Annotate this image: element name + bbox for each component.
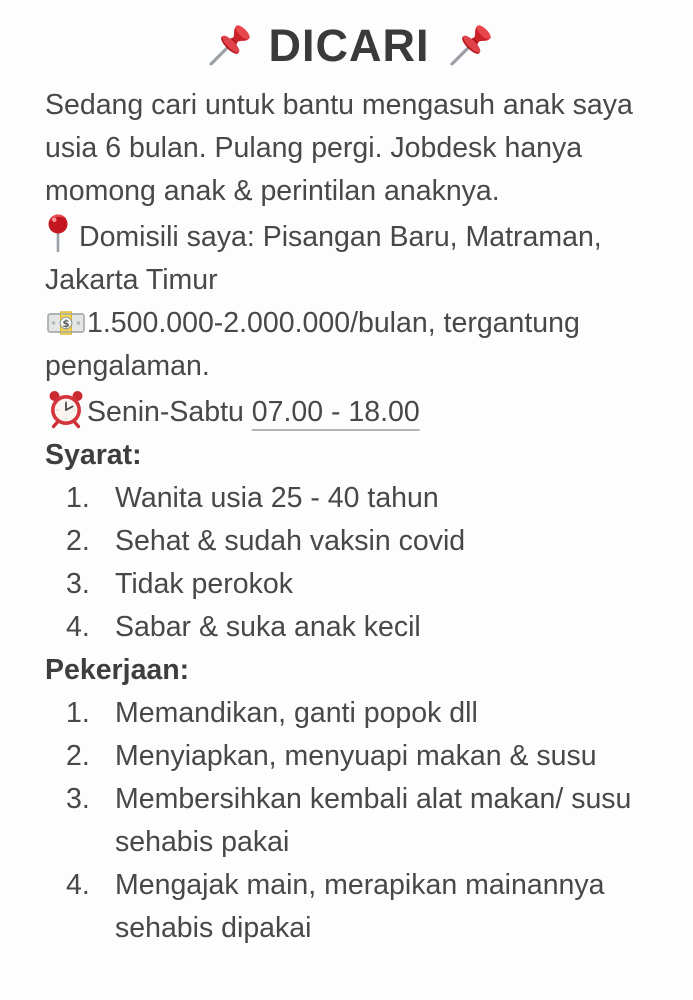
requirement-item: Wanita usia 25 - 40 tahun: [115, 482, 439, 514]
requirement-item: Tidak perokok: [115, 568, 293, 600]
job-item: Memandikan, ganti popok dll: [115, 697, 478, 729]
schedule-line: [45, 388, 653, 434]
title-text: DICARI: [268, 20, 430, 71]
salary-text: 1.500.000-2.000.000/bulan, tergantung pengalaman.: [45, 307, 580, 382]
requirement-item: Sehat & sudah vaksin covid: [115, 525, 466, 557]
schedule-days: Senin-Sabtu: [87, 396, 252, 428]
salary-line: [45, 302, 653, 388]
requirements-list: [45, 477, 653, 649]
job-item: Membersihkan kembali alat makan/ susu sehabis pakai: [115, 783, 632, 858]
schedule-hours: 07.00 - 18.00: [251, 396, 420, 428]
svg-text:$: $: [62, 317, 70, 330]
requirements-heading: Syarat:: [45, 439, 142, 471]
job-item: Mengajak main, merapikan mainannya sehabis dipakai: [115, 869, 605, 944]
page-title: [45, 18, 653, 74]
domicile-line: [45, 213, 653, 302]
jobs-list: [45, 692, 653, 950]
jobs-heading: Pekerjaan:: [45, 654, 190, 686]
domicile-text: Domisili saya: Pisangan Baru, Matraman, Jakarta Timur: [45, 221, 602, 296]
alarm-clock-icon: [45, 388, 87, 430]
pushpin-icon: [201, 18, 257, 74]
requirement-item: Sabar & suka anak kecil: [115, 611, 421, 643]
intro-paragraph: Sedang cari untuk bantu mengasuh anak saya usia 6 bulan. Pulang pergi. Jobdesk hanya momong anak & perintilan anaknya.: [45, 89, 633, 207]
job-item: Menyiapkan, menyuapi makan & susu: [115, 740, 597, 772]
pushpin-icon: [442, 18, 498, 74]
round-pushpin-icon: [45, 213, 71, 255]
dollar-banknote-icon: [45, 305, 87, 341]
